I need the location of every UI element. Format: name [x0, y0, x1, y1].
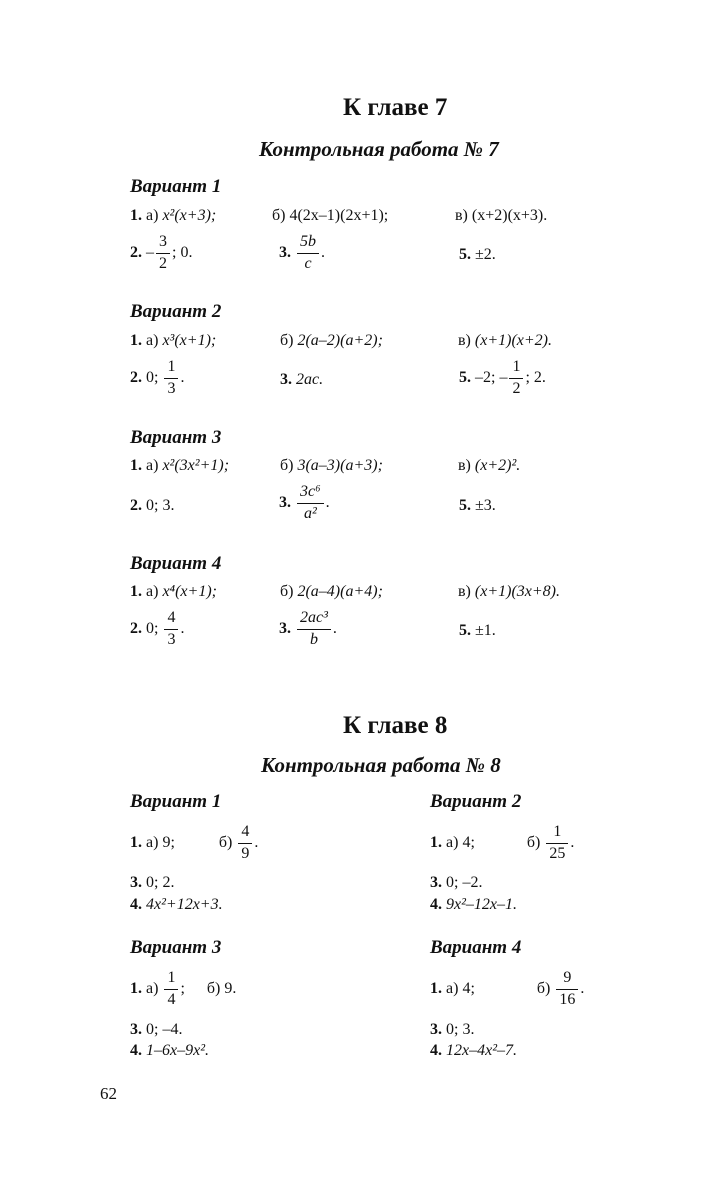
page-number: 62 [100, 1084, 117, 1103]
ch7-v2-answer-5: 5. –2; – $\frac{1}{2}$ ; 2. [459, 358, 546, 397]
ch8-variant-3-title: Вариант 3 [130, 937, 222, 958]
ch8-v1-answer-1: 1. а) 9; б) $\frac{4}{9}$ . [130, 823, 259, 862]
ch7-v3-answer-1a: 1. а) x²(3x²+1); [130, 457, 230, 474]
ch7-v1-answer-1c: в) (x+2)(x+3). [455, 207, 548, 224]
test-7-title: Контрольная работа № 7 [259, 137, 499, 161]
ch8-v2-answer-4: 4. 9x²–12x–1. [430, 896, 517, 913]
ch7-v2-answer-1a: 1. а) x³(x+1); [130, 332, 217, 349]
ch7-v3-answer-5: 5. ±3. [459, 497, 496, 514]
ch7-v3-answer-3: 3. $\frac{\text{3c⁶}}{\text{a²}}$ . [279, 483, 330, 522]
ch8-variant-2-title: Вариант 2 [430, 791, 522, 812]
ch7-variant-3-title: Вариант 3 [130, 427, 222, 448]
ch7-v2-answer-1b: б) 2(a–2)(a+2); [280, 332, 383, 349]
test-8-title: Контрольная работа № 8 [261, 753, 501, 777]
ch7-v4-answer-1c: в) (x+1)(3x+8). [458, 583, 560, 600]
ch8-v1-answer-4: 4. 4x²+12x+3. [130, 896, 223, 913]
ch7-v2-answer-1c: в) (x+1)(x+2). [458, 332, 552, 349]
ch8-v4-answer-4: 4. 12x–4x²–7. [430, 1042, 517, 1059]
ch8-v3-answer-1: 1. а) $\frac{1}{4}$ ; б) 9. [130, 969, 237, 1008]
ch8-v4-answer-3: 3. 0; 3. [430, 1021, 475, 1038]
ch7-v1-answer-5: 5. ±2. [459, 246, 496, 263]
ch7-v1-answer-1a: 1. а) x²(x+3); [130, 207, 217, 224]
ch7-variant-2-title: Вариант 2 [130, 301, 222, 322]
ch7-v1-answer-1b: б) 4(2x–1)(2x+1); [272, 207, 389, 224]
ch8-v4-answer-1: 1. а) 4; б) $\frac{9}{16}$ . [430, 969, 585, 1008]
ch8-v2-answer-3: 3. 0; –2. [430, 874, 483, 891]
ch8-v2-answer-1: 1. а) 4; б) $\frac{1}{25}$ . [430, 823, 575, 862]
ch8-v3-answer-3: 3. 0; –4. [130, 1021, 183, 1038]
ch8-v3-answer-4: 4. 1–6x–9x². [130, 1042, 209, 1059]
ch7-v1-answer-3: 3. $\frac{5b}{c}$ . [279, 233, 325, 272]
ch7-v4-answer-1b: б) 2(a–4)(a+4); [280, 583, 383, 600]
ch7-v1-answer-2: 2. – $\frac{3}{2}$ ; 0. [130, 233, 193, 272]
ch7-v4-answer-5: 5. ±1. [459, 622, 496, 639]
ch7-v4-answer-1a: 1. а) x⁴(x+1); [130, 583, 217, 600]
ch7-v4-answer-3: 3. $\frac{\text{2ac³}}{b}$ . [279, 609, 337, 648]
ch7-v3-answer-1b: б) 3(a–3)(a+3); [280, 457, 383, 474]
ch8-variant-4-title: Вариант 4 [430, 937, 522, 958]
ch8-variant-1-title: Вариант 1 [130, 791, 222, 812]
chapter-8-title: К главе 8 [343, 712, 448, 739]
ch8-v1-answer-3: 3. 0; 2. [130, 874, 175, 891]
ch7-v2-answer-2: 2. 0; $\frac{1}{3}$ . [130, 358, 185, 397]
ch7-variant-4-title: Вариант 4 [130, 553, 222, 574]
ch7-v2-answer-3: 3. 2ac. [280, 371, 324, 388]
ch7-v3-answer-2: 2. 0; 3. [130, 497, 175, 514]
ch7-v4-answer-2: 2. 0; $\frac{4}{3}$ . [130, 609, 185, 648]
chapter-7-title: К главе 7 [343, 94, 448, 121]
ch7-variant-1-title: Вариант 1 [130, 176, 222, 197]
ch7-v3-answer-1c: в) (x+2)². [458, 457, 521, 474]
